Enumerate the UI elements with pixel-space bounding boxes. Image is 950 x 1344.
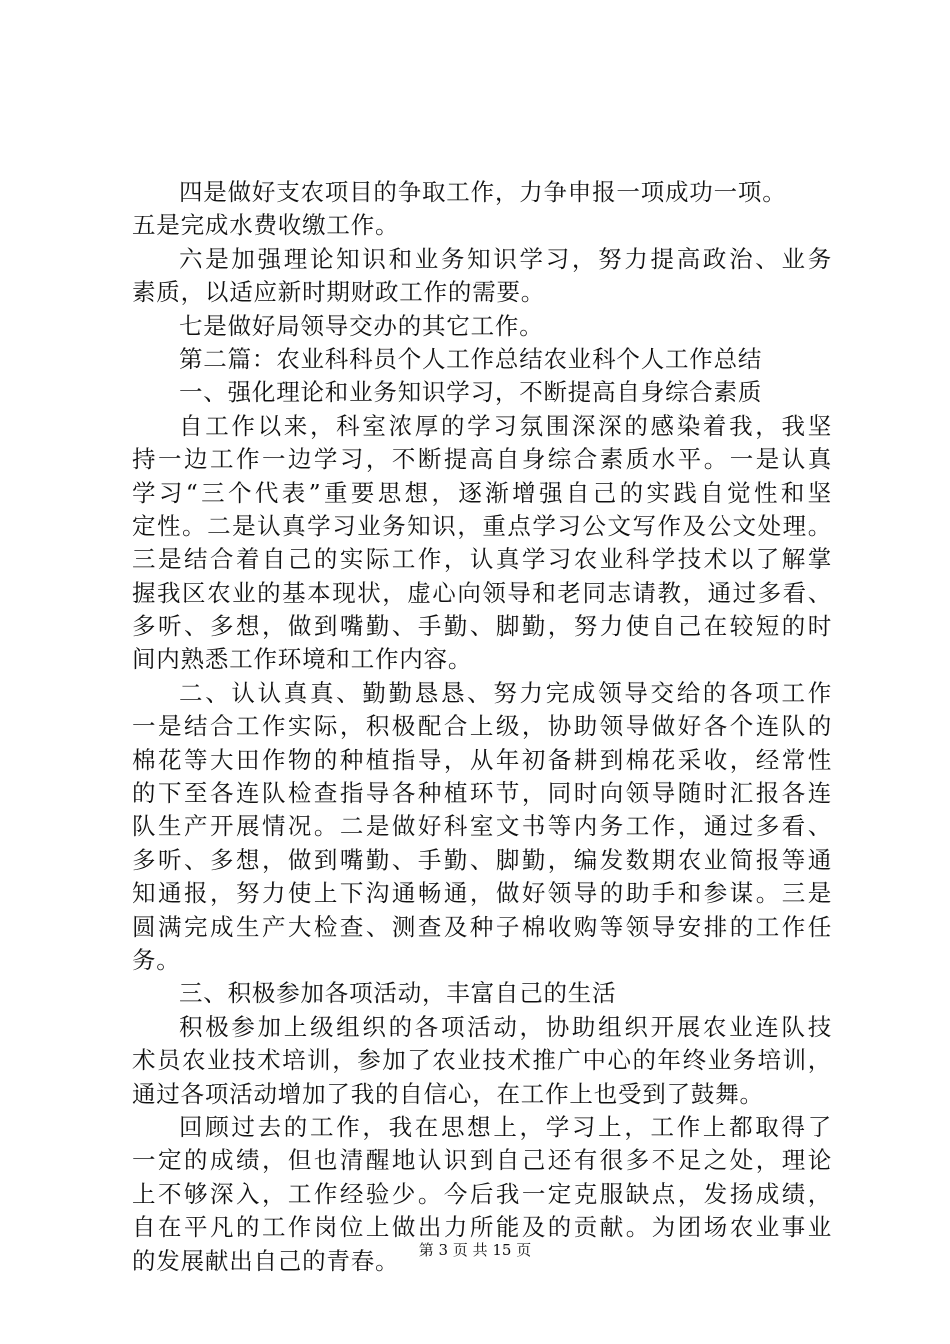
text-line: 握我区农业的基本现状，虚心向领导和老同志请教，通过多看、 <box>132 578 832 607</box>
text-line: 间内熟悉工作环境和工作内容。 <box>132 645 473 674</box>
text-line: 的发展献出自己的青春。 <box>132 1246 400 1275</box>
text-line: 七是做好局领导交办的其它工作。 <box>179 311 544 340</box>
text-line: 术员农业技术培训，参加了农业技术推广中心的年终业务培训， <box>132 1046 832 1075</box>
text-line: 圆满完成生产大检查、测查及种子棉收购等领导安排的工作任 <box>132 912 832 941</box>
text-line: 持一边工作一边学习，不断提高自身综合素质水平。一是认真 <box>132 445 832 474</box>
text-line: 棉花等大田作物的种植指导，从年初备耕到棉花采收，经常性 <box>132 745 832 774</box>
text-line: 上不够深入，工作经验少。今后我一定克服缺点，发扬成绩， <box>132 1179 832 1208</box>
text-line: 三、积极参加各项活动，丰富自己的生活 <box>179 979 617 1008</box>
text-line: 素质，以适应新时期财政工作的需要。 <box>132 278 546 307</box>
text-line: 知通报，努力使上下沟通畅通，做好领导的助手和参谋。三是 <box>132 879 832 908</box>
text-line: 多听、多想，做到嘴勤、手勤、脚勤，努力使自己在较短的时 <box>132 612 832 641</box>
text-line: 队生产开展情况。二是做好科室文书等内务工作，通过多看、 <box>132 812 832 841</box>
text-line: 四是做好支农项目的争取工作，力争申报一项成功一项。 <box>179 178 787 206</box>
text-line: 积极参加上级组织的各项活动，协助组织开展农业连队技 <box>179 1012 832 1041</box>
text-line: 多听、多想，做到嘴勤、手勤、脚勤，编发数期农业简报等通 <box>132 845 832 874</box>
text-line: 回顾过去的工作，我在思想上，学习上，工作上都取得了 <box>179 1112 832 1141</box>
text-line: 自在平凡的工作岗位上做出力所能及的贡献。为团场农业事业 <box>132 1213 832 1242</box>
text-line: 学习“三个代表”重要思想，逐渐增强自己的实践自觉性和坚 <box>132 478 832 507</box>
text-line: 第二篇：农业科科员个人工作总结农业科个人工作总结 <box>179 344 763 373</box>
text-line: 五是完成水费收缴工作。 <box>132 211 400 240</box>
text-line: 一、强化理论和业务知识学习，不断提高自身综合素质 <box>179 378 763 407</box>
text-line: 一是结合工作实际，积极配合上级，协助领导做好各个连队的 <box>132 712 832 741</box>
text-line: 二、认认真真、勤勤恳恳、努力完成领导交给的各项工作 <box>179 678 832 707</box>
text-line: 的下至各连队检查指导各种植环节，同时向领导随时汇报各连 <box>132 779 832 808</box>
text-line: 一定的成绩，但也清醒地认识到自己还有很多不足之处，理论 <box>132 1146 832 1175</box>
text-line: 六是加强理论知识和业务知识学习，努力提高政治、业务 <box>179 244 832 273</box>
text-line: 三是结合着自己的实际工作，认真学习农业科学技术以了解掌 <box>132 545 832 574</box>
text-line: 务。 <box>132 945 181 974</box>
page-footer: 第 3 页 共 15 页 <box>418 1241 532 1259</box>
document-body <box>132 176 832 1278</box>
text-line: 通过各项活动增加了我的自信心，在工作上也受到了鼓舞。 <box>132 1079 764 1108</box>
text-line: 自工作以来，科室浓厚的学习氛围深深的感染着我，我坚 <box>179 411 832 440</box>
text-line: 定性。二是认真学习业务知识，重点学习公文写作及公文处理。 <box>132 511 832 540</box>
